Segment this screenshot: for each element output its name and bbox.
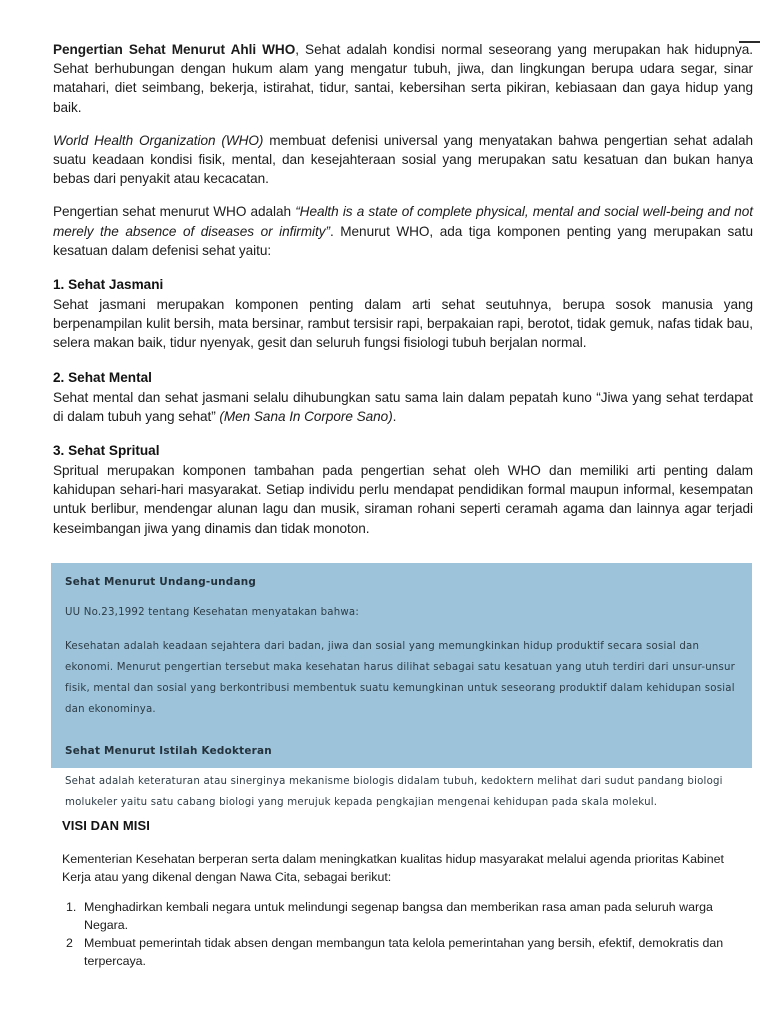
- paragraph-lead-bold: Pengertian Sehat Menurut Ahli WHO: [53, 42, 296, 57]
- document-text-body: [53, 40, 753, 538]
- callout-box-sehat-definitions: [51, 563, 752, 808]
- paragraph-rest: , Sehat adalah kondisi normal seseorang yang merupakan hak hidupnya. Sehat berhubungan dengan hukum alam yang mengatur tubuh, jiwa, dan lingkungan berupa udara segar, sinar matahari, diet seimbang, bekerja, istirahat, tidur, santai, kebersihan serta pikiran, kebiasaan dan gaya hidup yang baik.: [53, 42, 754, 115]
- section-heading-sehat-spritual: 3. Sehat Spritual: [53, 443, 160, 459]
- callout-heading-undang-undang: Sehat Menurut Undang-undang: [65, 576, 257, 588]
- callout-line-kesehatan-definition: Kesehatan adalah keadaan sejahtera dari badan, jiwa dan sosial yang memungkinkan hidup produktif secara sosial dan ekonomi. Menurut pengertian tersebut maka kesehatan harus dilihat sebagai satu kesatuan yang utuh terdiri dari unsur-unsur fisik, mental dan sosial yang berkontribusi membentuk suatu kemungkinan untuk seseorang produktif dalam kehidupan sosial dan ekonominya.: [65, 641, 736, 715]
- section-body-sehat-mental: [53, 388, 753, 426]
- section-body-before-italic: Sehat mental dan sehat jasmani selalu dihubungkan satu sama lain dalam pepatah kuno “Jiwa yang sehat terdapat di dalam tubuh yang sehat”: [53, 389, 753, 424]
- section-body-sehat-spritual: Spritual merupakan komponen tambahan pada pengertian sehat oleh WHO dan memiliki arti penting dalam kahidupan sehari-hari masyarakat. Setiap individu perlu mendapat pendidikan formal maupun informal, kesempatan untuk berlibur, mendengar alunan lagu dan musik, siraman rohani seperti ceramah agama dan lainnya agar terjadi keseimbangan jiwa yang dinamis dan tidak monoton.: [53, 463, 753, 536]
- paragraph-who-definition: [53, 131, 753, 189]
- list-item-text: Membuat pemerintah tidak absen dengan membangun tata kelola pemerintahan yang bersih, efektif, demokratis dan terpercaya.: [84, 936, 724, 968]
- section-body-after-italic: .: [392, 408, 397, 424]
- list-item: [62, 935, 742, 970]
- list-item-text: Menghadirkan kembali negara untuk melindungi segenap bangsa dan memberikan rasa aman pada seluruh warga Negara.: [84, 900, 713, 932]
- callout-line-uu-reference: UU No.23,1992 tentang Kesehatan menyatakan bahwa:: [65, 607, 359, 618]
- section-heading-sehat-mental: 2. Sehat Mental: [53, 369, 152, 385]
- paragraph-pengertian-sehat: [53, 40, 753, 117]
- paragraph-before-quote: Pengertian sehat menurut WHO adalah: [53, 204, 296, 220]
- paragraph-after-quote: . Menurut WHO, ada tiga komponen penting yang merupakan satu kesatuan dalam defenisi sehat yaitu:: [53, 223, 753, 258]
- paragraph-lead-italic: World Health Organization (WHO): [53, 132, 264, 148]
- callout-heading-istilah-kedokteran: Sehat Menurut Istilah Kedokteran: [65, 745, 272, 757]
- section-body-latin-phrase: (Men Sana In Corpore Sano): [219, 408, 393, 424]
- list-item-number: 1.: [66, 900, 77, 914]
- paragraph-rest: membuat defenisi universal yang menyatakan bahwa pengertian sehat adalah suatu keadaan kondisi fisik, mental, dan kesejahteraan sosial yang merupakan satu kesatuan dan bukan hanya bebas dari penyakit atau kecacatan.: [53, 132, 753, 187]
- section-heading-sehat-jasmani: 1. Sehat Jasmani: [53, 277, 164, 293]
- list-item-number: 2: [66, 936, 73, 950]
- callout-line-kedokteran-definition: Sehat adalah keteraturan atau sinerginya mekanisme biologis didalam tubuh, kedoktern melihat dari sudut pandang biologi molukeler yaitu satu cabang biologi yang merujuk kepada pengkajian mengenai kehidupan pada skala molekul.: [65, 776, 723, 808]
- visi-misi-title: VISI DAN MISI: [62, 818, 150, 833]
- section-body-sehat-jasmani: Sehat jasmani merupakan komponen penting dalam arti sehat seutuhnya, berupa sosok manusia yang berpenampilan kulit bersih, mata bersinar, rambut tersisir rapi, berpakaian rapi, berotot, tidak gemuk, nafas tidak bau, selera makan baik, tidur nyenyak, gesit dan seluruh fungsi fisiologi tubuh berjalan normal.: [53, 297, 753, 351]
- list-item: [62, 899, 742, 934]
- visi-misi-list: [62, 899, 742, 970]
- visi-misi-intro: Kementerian Kesehatan berperan serta dalam meningkatkan kualitas hidup masyarakat melalui agenda prioritas Kabinet Kerja atau yang dikenal dengan Nawa Cita, sebagai berikut:: [62, 852, 724, 884]
- visi-dan-misi-section: [62, 818, 742, 971]
- paragraph-english-quote: “Health is a state of complete physical, mental and social well-being and not merely the absence of diseases or infirmity”: [53, 204, 753, 239]
- paragraph-who-quote: [53, 202, 753, 260]
